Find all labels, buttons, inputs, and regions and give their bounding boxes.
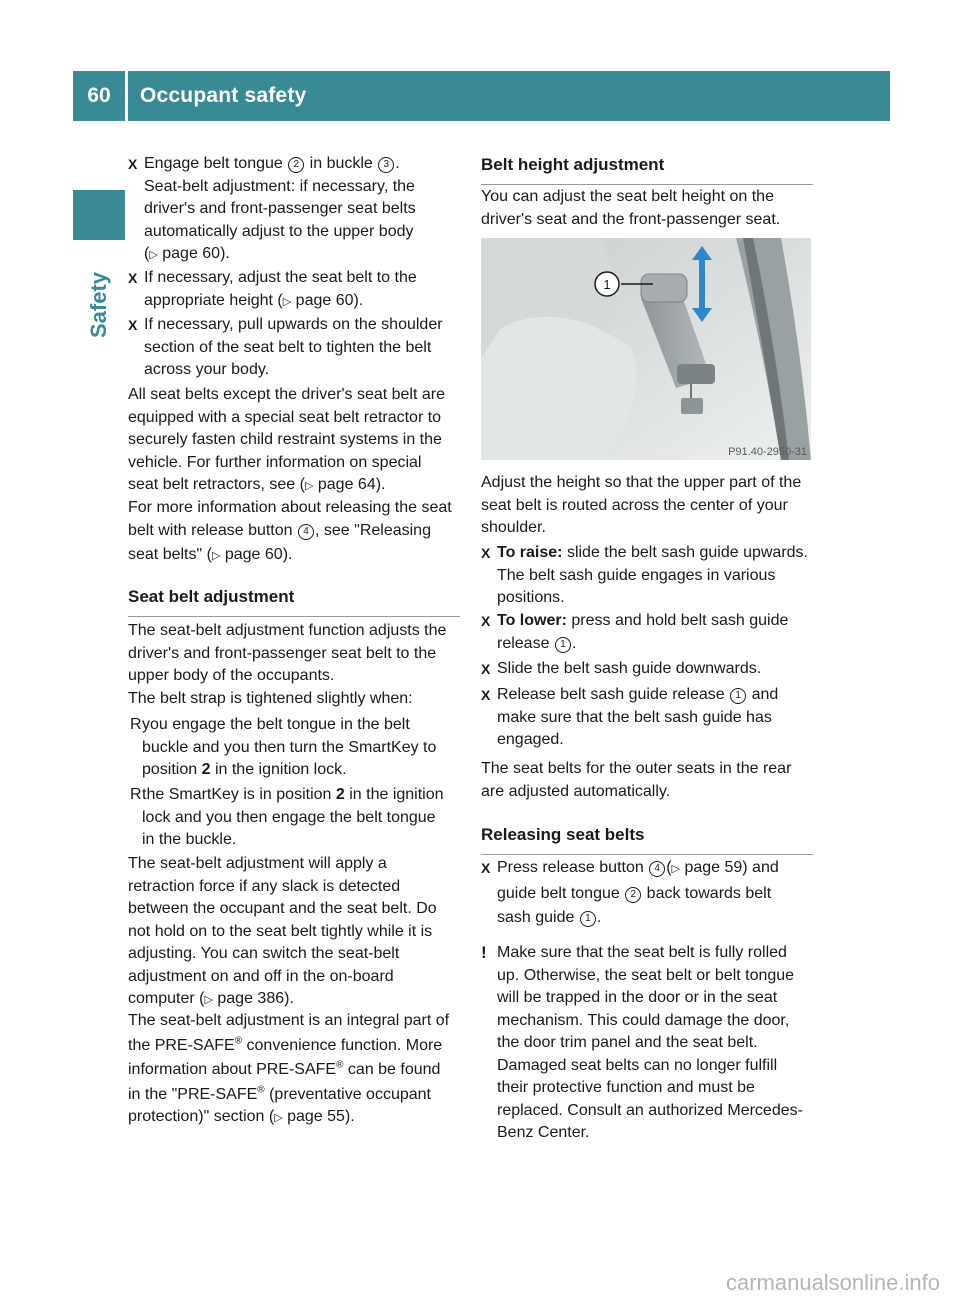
text: press and hold belt sash guide [566,612,789,629]
text: driver's seat and the front-passenger seat. [481,210,781,228]
text: (preventative occupant [264,1085,431,1103]
step-pull-upwards [128,314,460,382]
step-marker: X [128,156,138,172]
text: To lower: [497,612,567,629]
page-ref-arrow-icon: ▷ [671,863,680,875]
step-adjust-height [128,267,460,313]
seat-belt-illustration [481,238,811,460]
section-label: Safety [86,271,111,339]
text: sash guide [497,909,579,926]
text: 2 [335,786,345,803]
text: buckle and you then turn the SmartKey to [142,738,437,756]
text: The belt sash guide engages in various [497,566,776,584]
callout-1: 1 [730,688,746,704]
callout-2: 2 [625,887,641,903]
page-ref-link[interactable]: page 60). [157,245,230,262]
step-raise [481,542,813,610]
step-lower [481,610,813,655]
page-ref-arrow-icon: ▷ [282,295,292,308]
registered-mark: ® [257,1084,265,1096]
step-marker: X [128,317,138,333]
section-heading: Seat belt adjustment [128,586,460,617]
paragraph-adjust [481,472,813,540]
text: position [142,761,202,778]
text: back towards belt [642,884,772,902]
text: equipped with a special seat belt retractor to [128,408,442,426]
step-marker: X [128,270,138,286]
paragraph-presafe [128,1010,460,1130]
text: lock and you then engage the belt tongue [142,808,436,826]
text: To raise: [497,544,563,561]
text: section of the seat belt to tighten the belt [144,338,432,356]
registered-mark: ® [234,1035,243,1047]
text: appropriate height ( [144,291,283,309]
page-ref-arrow-icon: ▷ [274,1112,283,1124]
page-ref-link[interactable]: page 386). [212,990,294,1007]
bullet-marker: R [130,786,142,803]
text: You can adjust the seat belt height on the [481,188,774,205]
text: retraction force if any slack is detected [128,877,401,895]
text: can be found [343,1061,441,1078]
text: the door trim panel and the seat belt. [497,1034,758,1051]
text: For more information about releasing the seat [128,499,452,516]
text: across your body. [144,361,270,378]
text: will be trapped in the door or in the seat [497,989,778,1006]
text: seat belt retractors, see ( [128,476,305,493]
text: in the "PRE-SAFE [128,1085,258,1103]
text: in the buckle. [142,831,237,848]
bullet-marker: R [130,716,142,733]
text: Slide the belt sash guide downwards. [497,660,762,677]
step-slide [481,658,813,681]
page-ref-arrow-icon: ▷ [149,249,158,261]
text: computer ( [128,990,205,1007]
text: slide the belt sash guide upwards. [562,544,808,561]
text: driver's and front-passenger seat belts [144,200,416,217]
header-separator [125,71,128,121]
text: The seat belts for the outer seats in the rear [481,760,792,777]
paragraph-function [128,620,460,688]
section-marker [73,190,125,240]
text: in the ignition [344,786,444,803]
callout-1: 1 [603,277,611,292]
text: . [596,909,602,926]
callout-1: 1 [555,637,571,653]
text: positions. [497,589,565,606]
text: adjusting. You can switch the seat-belt [128,945,400,962]
page-ref-link[interactable]: page 64). [313,476,386,493]
text: If necessary, pull upwards on the shoulder [144,316,443,333]
text: make sure that the belt sash guide has [497,708,772,726]
step-marker: X [481,661,491,677]
text: vehicle. For further information on special [128,453,422,471]
text: replaced. Consult an authorized Mercedes- [497,1101,803,1119]
photo-code: P91.40-2950-31 [728,446,807,458]
text: you engage the belt tongue in the belt [142,716,410,733]
text: not hold on to the seat belt tightly while it is [128,922,433,940]
section-heading: Releasing seat belts [481,824,813,855]
text: information about PRE-SAFE [128,1061,337,1078]
text: Benz Center. [497,1124,590,1141]
text: The seat-belt adjustment is an integral part of [128,1012,450,1029]
step-release [481,684,813,752]
page-ref-link[interactable]: page 60). [291,291,364,309]
page-ref-link[interactable]: page 59) and [680,859,779,876]
text: guide belt tongue [497,884,625,902]
text: their protective function and must be [497,1079,755,1096]
text: securely fasten child restraint systems in the [128,431,442,448]
bullet-smartkey [128,784,460,852]
text: and [747,686,779,703]
belt-height-photo [481,238,811,460]
text: ( [666,859,672,876]
warning-icon: ! [481,943,487,962]
text: the SmartKey is in position [142,786,336,803]
text: engaged. [497,731,564,748]
text: shoulder. [481,519,546,536]
text: convenience function. More [242,1036,443,1054]
paragraph-outer-seats [481,758,813,803]
page-title: Occupant safety [140,84,307,107]
text: the PRE-SAFE [128,1036,235,1054]
text: . [571,634,577,652]
page-ref-link[interactable]: page 55). [282,1108,355,1125]
text: Engage belt tongue [144,155,288,172]
callout-4: 4 [649,861,665,877]
warning-note [481,942,813,1145]
page-ref-arrow-icon: ▷ [204,994,213,1006]
text: mechanism. This could damage the door, [497,1011,790,1029]
page-ref-arrow-icon: ▷ [211,550,221,562]
callout-3: 3 [378,157,394,173]
page-number: 60 [87,84,111,107]
callout-2: 2 [288,157,304,173]
step-marker: X [481,545,491,561]
watermark: carmanualsonline.info [725,1270,940,1295]
paragraph-tightened: The belt strap is tightened slightly when: [128,690,413,707]
text: protection)" section ( [128,1108,275,1125]
step-marker: X [481,687,491,703]
text: The seat-belt adjustment function adjusts the [128,622,447,639]
text: seat belts" ( [128,546,212,563]
text: . [395,155,400,172]
text: between the occupant and the seat belt. Do [128,900,437,917]
text: seat belt is routed across the center of your [481,496,788,514]
text: Release belt sash guide release [497,686,730,703]
text: Seat-belt adjustment: if necessary, the [144,177,415,195]
paragraph-intro [481,186,813,231]
step-engage-tongue [128,153,460,267]
step-marker: X [481,860,491,876]
text: , see "Releasing [315,521,431,539]
text: up. Otherwise, the seat belt or belt tongue [497,966,795,984]
text: upper body of the occupants. [128,667,335,684]
step-press-release [481,857,813,930]
text: 2 [201,761,211,778]
step-marker: X [481,613,491,629]
paragraph-release-info [128,497,460,568]
text: release [497,634,554,652]
section-heading: Belt height adjustment [481,154,813,185]
text: adjustment on and off in the on-board [128,967,394,985]
page-ref-link[interactable]: page 60). [220,546,293,563]
text: Make sure that the seat belt is fully rolled [497,944,787,961]
text: automatically adjust to the upper body [144,222,414,240]
bullet-engage [128,714,460,782]
text: driver's and front-passenger seat belt to the [128,644,437,662]
page-ref-arrow-icon: ▷ [304,480,314,492]
paragraph-retractor [128,384,460,498]
text: If necessary, adjust the seat belt to the [144,269,417,286]
paragraph-retraction [128,853,460,1012]
text: Damaged seat belts can no longer fulfill [497,1056,778,1074]
text: in the ignition lock. [210,761,347,778]
text: in buckle [305,155,378,172]
registered-mark: ® [336,1059,344,1071]
callout-1: 1 [580,911,596,927]
text: are adjusted automatically. [481,782,671,800]
text: All seat belts except the driver's seat belt are [128,386,445,403]
text: belt with release button [128,521,297,539]
text: Press release button [497,859,649,876]
callout-4: 4 [298,524,314,540]
text: The seat-belt adjustment will apply a [128,855,387,872]
text: ( [144,245,150,262]
text: Adjust the height so that the upper part of the [481,474,802,491]
